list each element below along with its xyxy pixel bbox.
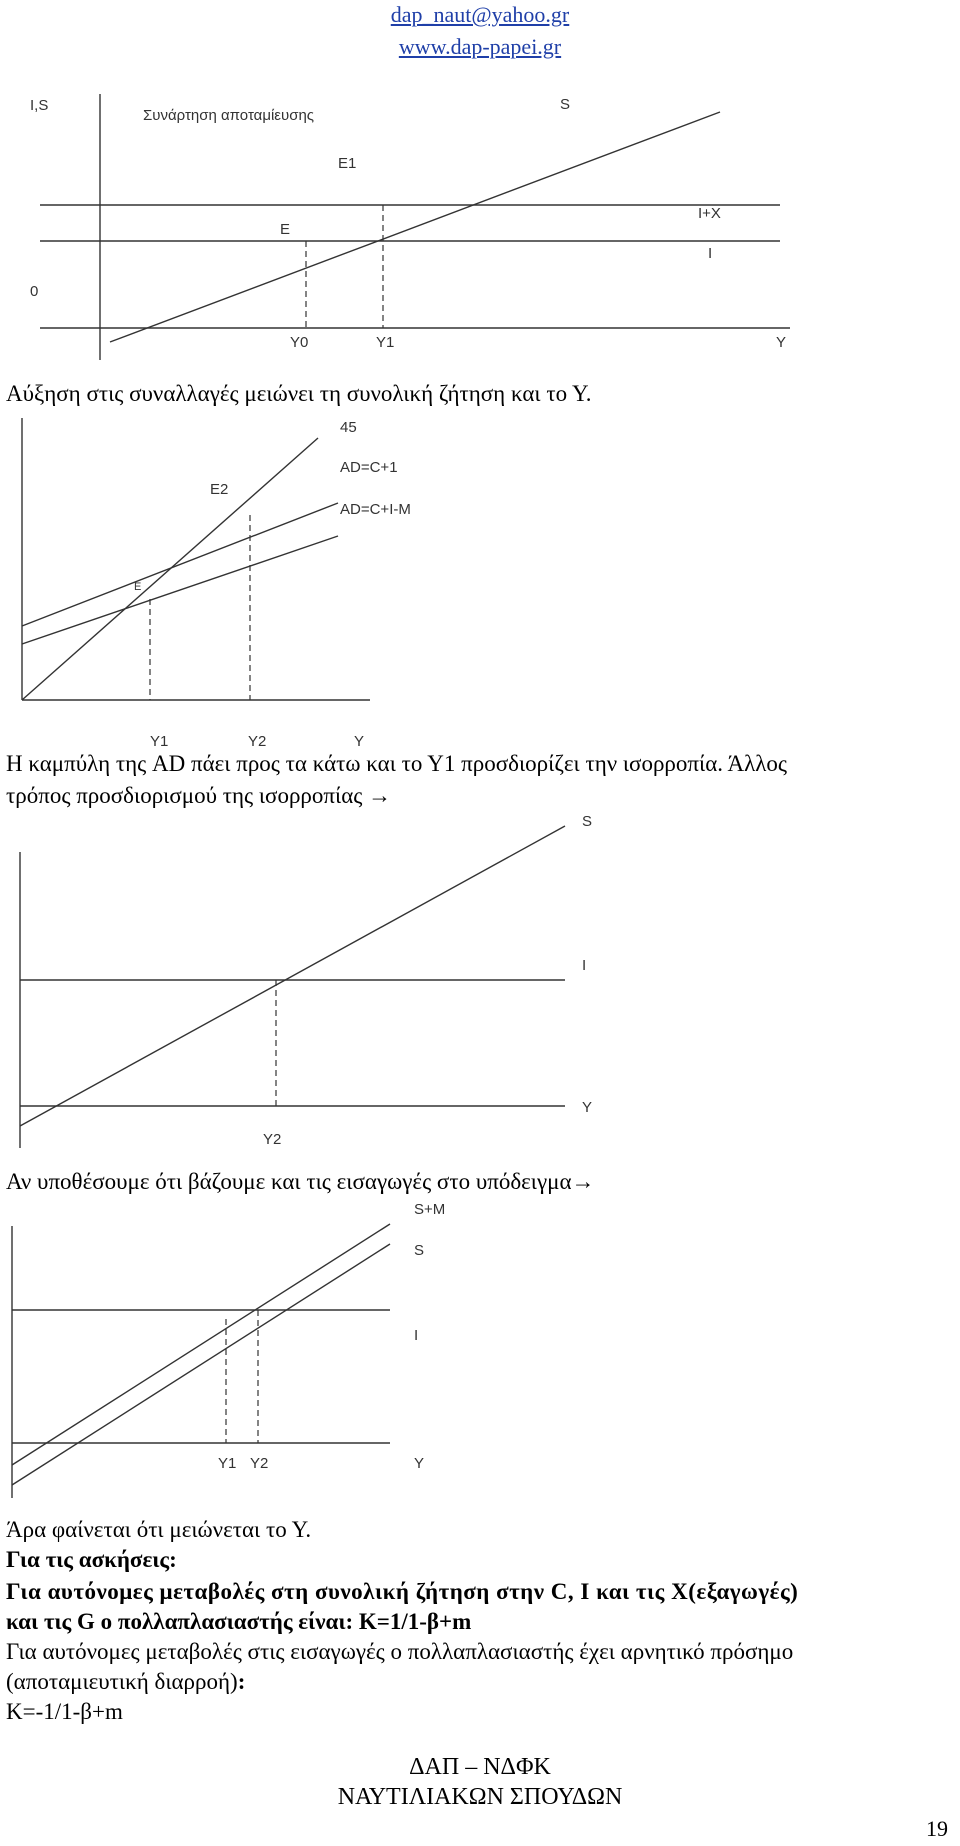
y0-label: Y0 — [290, 334, 309, 351]
footer-line-1: ΔΑΠ – ΝΔΦΚ — [409, 1754, 551, 1780]
y1-label: Y1 — [218, 1455, 237, 1472]
exercises-line-5: K=-1/1-β+m — [6, 1699, 123, 1724]
exercises-line-4-colon: : — [237, 1669, 246, 1694]
ad1-label: AD=C+1 — [340, 459, 398, 476]
s-line — [12, 1244, 390, 1485]
paragraph-2-line1: Η καμπύλη της AD πάει προς τα κάτω και το Υ1 προσδιορίζει την ισορροπία. Άλλος — [6, 751, 788, 776]
y1-label: Y1 — [150, 733, 169, 750]
i-label: I — [414, 1327, 419, 1344]
sm-line — [12, 1224, 390, 1465]
savings-line — [110, 112, 720, 342]
exercises-line-2: και τις G ο πολλαπλασιαστής είναι: K=1/1-β+m — [6, 1609, 472, 1634]
ix-label: I+X — [698, 205, 721, 222]
footer-line-2: ΝΑΥΤΙΛΙΑΚΩΝ ΣΠΟΥΔΩΝ — [337, 1784, 623, 1810]
page-number: 19 — [926, 1816, 948, 1841]
figure-savings-function — [0, 90, 960, 370]
exercises-line-4 — [6, 1668, 245, 1696]
x-axis-label: Y — [354, 733, 365, 750]
ad2-label: AD=C+I-M — [340, 501, 411, 518]
origin-label: 0 — [30, 283, 39, 300]
y2-label: Y2 — [250, 1455, 269, 1472]
e2-label: E2 — [210, 481, 229, 498]
y1-label: Y1 — [376, 334, 395, 351]
s-line — [20, 826, 565, 1126]
s-label: S — [414, 1242, 425, 1259]
y2-label: Y2 — [263, 1131, 282, 1148]
line45-label: 45 — [340, 419, 357, 436]
y2-label: Y2 — [248, 733, 267, 750]
ad1-line — [22, 503, 338, 626]
e-label: E — [280, 221, 291, 238]
x-axis-label: Y — [776, 334, 787, 351]
exercises-heading: Για τις ασκήσεις: — [6, 1547, 177, 1572]
e-label: E — [134, 581, 142, 593]
y-axis-label: I,S — [30, 97, 49, 114]
i-label: I — [582, 957, 587, 974]
ad2-line — [22, 536, 338, 644]
chart-title: Συνάρτηση αποταμίευσης — [143, 107, 315, 124]
figure-savings-imports — [0, 1198, 960, 1508]
paragraph-1: Αύξηση στις συναλλαγές μειώνει τη συνολική ζήτηση και το Υ. — [6, 381, 592, 406]
header-email[interactable]: dap_naut@yahoo.gr — [390, 2, 570, 27]
i-label: I — [708, 245, 713, 262]
s-label: S — [560, 96, 571, 113]
paragraph-3: Αν υποθέσουμε ότι βάζουμε και τις εισαγωγές στο υπόδειγμα→ — [6, 1169, 595, 1194]
e1-label: E1 — [338, 155, 357, 172]
s-label: S — [582, 813, 593, 830]
paragraph-2-line2: τρόπος προσδιορισμού της ισορροπίας → — [6, 783, 392, 808]
figure-aggregate-demand — [0, 416, 960, 756]
x-axis-label: Y — [414, 1455, 425, 1472]
figure-savings-investment — [0, 808, 960, 1148]
header-website[interactable]: www.dap-papei.gr — [398, 34, 562, 59]
paragraph-4: Άρα φαίνεται ότι μειώνεται το Υ. — [6, 1517, 312, 1542]
exercises-line-3: Για αυτόνομες μεταβολές στις εισαγωγές ο πολλαπλασιαστής έχει αρνητικό πρόσημο — [6, 1639, 794, 1664]
sm-label: S+M — [414, 1201, 446, 1218]
exercises-line-1: Για αυτόνομες μεταβολές στη συνολική ζήτηση στην C, I και τις X(εξαγωγές) — [6, 1579, 799, 1604]
exercises-line-4-text: (αποταμιευτική διαρροή) — [6, 1669, 238, 1694]
x-axis-label: Y — [582, 1099, 593, 1116]
